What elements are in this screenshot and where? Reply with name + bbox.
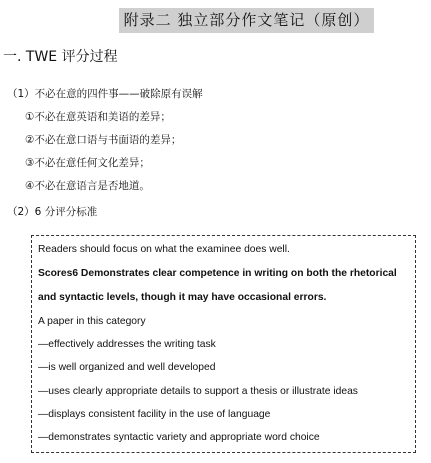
criterion-item: —demonstrates syntactic variety and appropriate word choice [38, 432, 320, 443]
criterion-item: —displays consistent facility in the use of language [38, 409, 271, 420]
page-title: 附录二 独立部分作文笔记（原创） [123, 11, 370, 29]
list-item: ①不必在意英语和美语的差异； [25, 111, 171, 123]
criterion-item: —is well organized and well developed [38, 362, 216, 373]
criterion-item: —effectively addresses the writing task [38, 339, 216, 350]
score-description-line-1: Scores6 Demonstrates clear competence in writing on both the rhetorical [38, 268, 397, 279]
subsection-1-title: （1）不必在意的四件事——破除原有误解 [7, 88, 203, 100]
section-heading: 一. TWE 评分过程 [3, 49, 118, 65]
score-description-line-2: and syntactic levels, though it may have occasional errors. [38, 292, 327, 303]
list-item: ②不必在意口语与书面语的差异； [25, 134, 182, 146]
list-item: ④不必在意语言是否地道。 [25, 180, 150, 192]
criterion-item: —uses clearly appropriate details to support a thesis or illustrate ideas [38, 386, 358, 397]
criteria-intro: Readers should focus on what the examinee does well. [38, 244, 290, 255]
category-label: A paper in this category [38, 316, 146, 327]
subsection-2-title: （2）6 分评分标准 [7, 206, 98, 218]
list-item: ③不必在意任何文化差异； [25, 157, 150, 169]
